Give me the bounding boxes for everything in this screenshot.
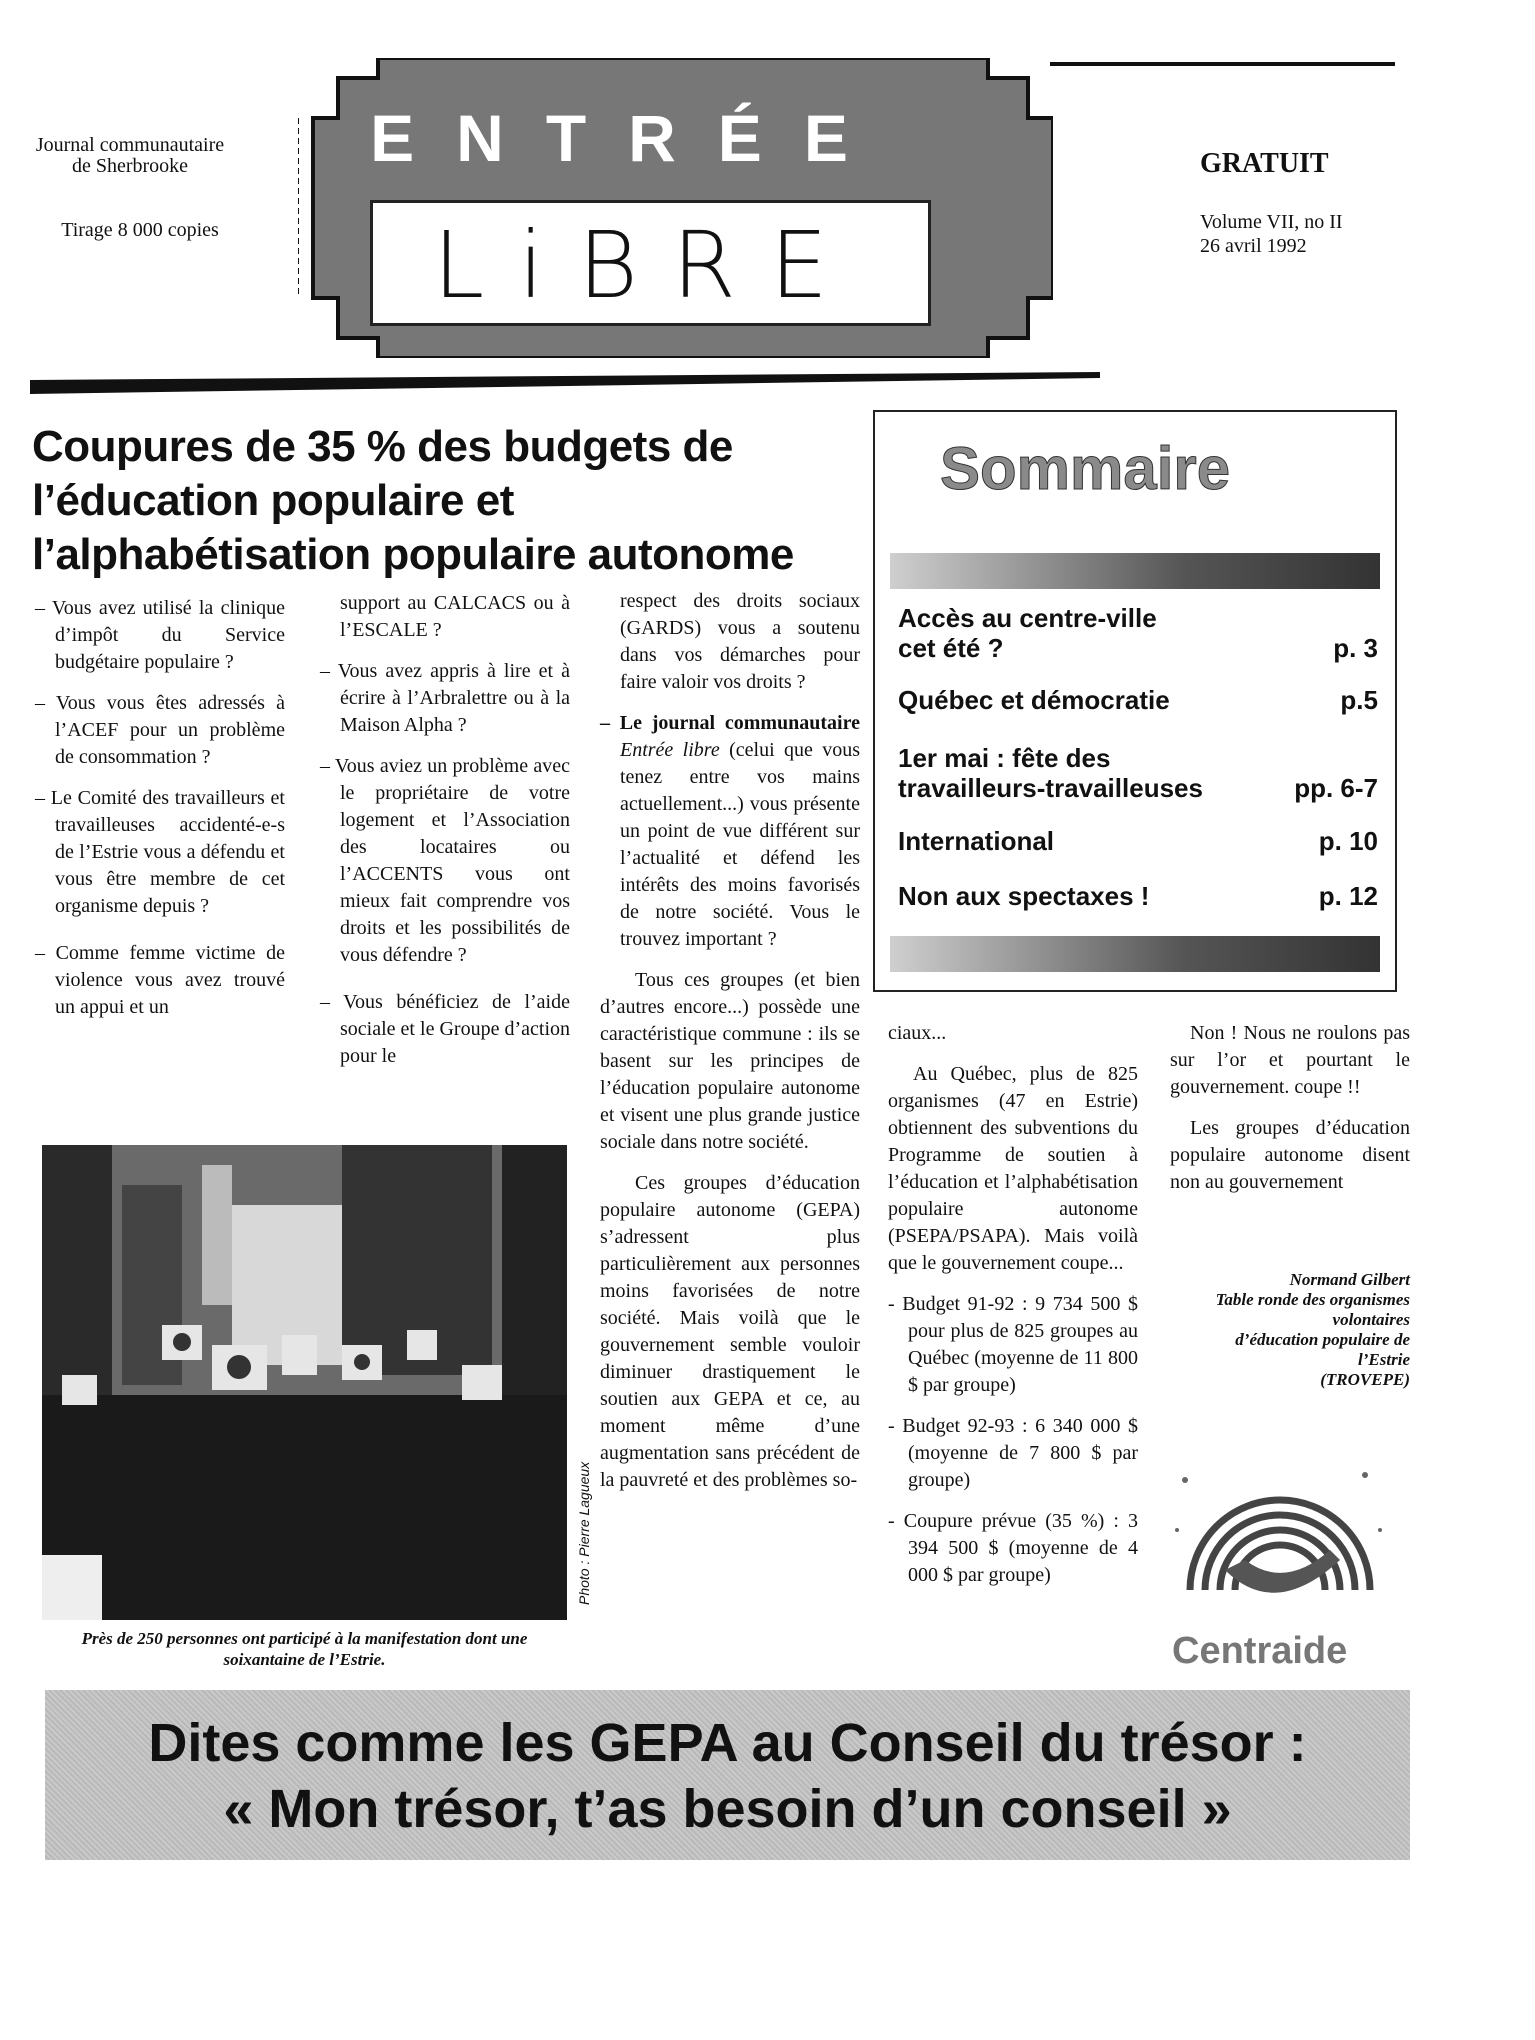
sommaire-item-4-label: International (898, 826, 1055, 856)
journal-line1: Journal communautaire (35, 134, 225, 156)
article-column-1 (35, 595, 285, 1035)
sommaire-top-bar (890, 553, 1380, 589)
col1-para-4: – Comme femme victime de violence vous avez trouvé un appui et un (35, 942, 285, 1018)
signature (1150, 1270, 1410, 1390)
signature-line2: Table ronde des organismes (1215, 1290, 1410, 1309)
masthead-libre: LiBRE (432, 212, 863, 319)
col3-para-3: Tous ces groupes (et bien d’autres encore...) possède une caractéristique commune : ils se basent sur les principes de l’éducation populaire autonome et visent une plus grande justice sociale dans notre société. (600, 969, 860, 1153)
masthead-entree: ENTRÉE (370, 101, 890, 175)
headline-line2: l’éducation populaire et (32, 476, 514, 525)
col2-para-4: – Vous bénéficiez de l’aide sociale et le Groupe d’action pour le (320, 991, 570, 1067)
photo-caption-line2: soixantaine de l’Estrie. (223, 1650, 386, 1669)
gratuit-label: GRATUIT (1200, 148, 1329, 179)
col3-para-1: respect des droits sociaux (GARDS) vous a soutenu dans vos démarches pour faire valoir vos droits ? (620, 590, 860, 693)
col4-para-1: ciaux... (888, 1022, 947, 1044)
top-right-rule (1050, 62, 1395, 66)
sommaire-bottom-bar (890, 936, 1380, 972)
col4-item-2: - Budget 92-93 : 6 340 000 $ (moyenne de 7 800 $ par groupe) (888, 1415, 1138, 1491)
sommaire-item-2[interactable] (898, 685, 1378, 715)
signature-line6: (TROVEPE) (1320, 1370, 1410, 1389)
col3-para-2-italic: Entrée libre (620, 739, 720, 761)
col5-para-2: Les groupes d’éducation populaire autonome disent non au gouvernement (1170, 1117, 1410, 1193)
volume-number: Volume VII, no II (1200, 211, 1343, 233)
photo-credit: Photo : Pierre Lagueux (576, 1461, 592, 1605)
sommaire-item-5-label: Non aux spectaxes ! (898, 881, 1150, 911)
sommaire-item-2-label: Québec et démocratie (898, 685, 1170, 715)
col2-para-1: support au CALCACS ou à l’ESCALE ? (340, 592, 570, 641)
bottom-banner-line1: Dites comme les GEPA au Conseil du trésor : (148, 1713, 1307, 1773)
sommaire-item-4[interactable] (898, 826, 1378, 856)
headline-line1: Coupures de 35 % des budgets de (32, 422, 733, 471)
bottom-banner-text (45, 1710, 1410, 1842)
sommaire-item-2-page: p.5 (1340, 685, 1378, 715)
sommaire-item-1-label1: Accès au centre-ville (898, 603, 1157, 633)
signature-line3: volontaires (1332, 1310, 1410, 1329)
sommaire-item-5-page: p. 12 (1318, 881, 1378, 911)
col3-para-4: Ces groupes d’éducation populaire autonome (GEPA) s’adressent plus particulièrement aux personnes moins favorisées de notre société. Mais voilà que le gouvernement semble vouloir diminuer drastiquement le soutien aux GEPA et ce, au moment même d’une augmentation sans précédent de la pauvreté et des problèmes so- (600, 1172, 860, 1491)
masthead-bottom-rule (30, 372, 1100, 394)
col3-para-2 (600, 710, 860, 953)
article-column-5 (1170, 1020, 1410, 1210)
sommaire-item-1[interactable] (898, 603, 1378, 663)
journal-description (30, 135, 230, 177)
col2-para-2: – Vous avez appris à lire et à écrire à l’Arbralettre ou à la Maison Alpha ? (320, 660, 570, 736)
photo-caption-line1: Près de 250 personnes ont participé à la manifestation dont une (81, 1629, 528, 1648)
col1-para-3: – Le Comité des travailleurs et travailleuses accidenté-e-s de l’Estrie vous a défendu et vous être membre de cet organisme depuis ? (35, 787, 285, 917)
article-column-3 (600, 588, 860, 1508)
photo-caption (42, 1628, 567, 1670)
demonstration-photo-image (42, 1145, 567, 1620)
sommaire-item-4-page: p. 10 (1318, 826, 1378, 856)
centraide-logo-text: Centraide (1172, 1630, 1348, 1672)
bottom-banner-line2: « Mon trésor, t’as besoin d’un conseil » (223, 1779, 1232, 1839)
sommaire-title: Sommaire (940, 435, 1231, 502)
centraide-logo-icon (1165, 1420, 1395, 1620)
col3-para-2-bold: – Le journal communautaire (600, 712, 860, 734)
journal-line2: de Sherbrooke (71, 155, 189, 177)
col4-item-1: - Budget 91-92 : 9 734 500 $ pour plus de 825 groupes au Québec (moyenne de 11 800 $ par groupe) (888, 1293, 1138, 1396)
sommaire-item-3-page: pp. 6-7 (1294, 773, 1378, 803)
headline (32, 420, 872, 582)
signature-name: Normand Gilbert (1289, 1270, 1410, 1289)
headline-line3: l’alphabétisation populaire autonome (32, 530, 794, 579)
sommaire-item-5[interactable] (898, 881, 1378, 911)
col4-para-2: Au Québec, plus de 825 organismes (47 en Estrie) obtiennent des subventions du Programme de soutien à l’éducation et l’alphabétisation populaire autonome (PSEPA/PSAPA). Mais voilà que le gouvernement coupe... (888, 1063, 1138, 1274)
sommaire-item-3-label2: travailleurs-travailleuses (898, 773, 1203, 803)
sommaire-item-3-label1: 1er mai : fête des (898, 743, 1111, 773)
signature-line5: l’Estrie (1358, 1350, 1410, 1369)
sommaire-item-1-page: p. 3 (1333, 633, 1378, 663)
sommaire-item-3[interactable] (898, 743, 1378, 803)
tirage: Tirage 8 000 copies (61, 219, 219, 241)
sommaire-item-1-label2: cet été ? (898, 633, 1004, 663)
col4-item-3: - Coupure prévue (35 %) : 3 394 500 $ (moyenne de 4 000 $ par groupe) (888, 1510, 1138, 1586)
signature-line4: d’éducation populaire de (1235, 1330, 1410, 1349)
col1-para-2: – Vous vous êtes adressés à l’ACEF pour un problème de consommation ? (35, 692, 285, 768)
col3-para-2-rest: (celui que vous tenez entre vos mains actuellement...) vous présente un point de vue différent sur l’actualité et défend les intérêts des moins favorisés de notre société. Vous le trouvez important ? (620, 739, 861, 950)
col2-para-3: – Vous aviez un problème avec le propriétaire de votre logement et l’Association des locataires ou l’ACCENTS vous ont mieux fait comprendre vos droits et les possibilités de vous défendre ? (320, 755, 570, 966)
issue-date: 26 avril 1992 (1200, 235, 1307, 257)
volume-info (1200, 210, 1343, 258)
demonstration-photo (42, 1145, 567, 1620)
article-column-2 (320, 590, 570, 1084)
col1-para-1: – Vous avez utilisé la clinique d’impôt du Service budgétaire populaire ? (35, 597, 285, 673)
col5-para-1: Non ! Nous ne roulons pas sur l’or et pourtant le gouvernement. coupe !! (1170, 1022, 1410, 1098)
article-column-4 (888, 1020, 1138, 1603)
